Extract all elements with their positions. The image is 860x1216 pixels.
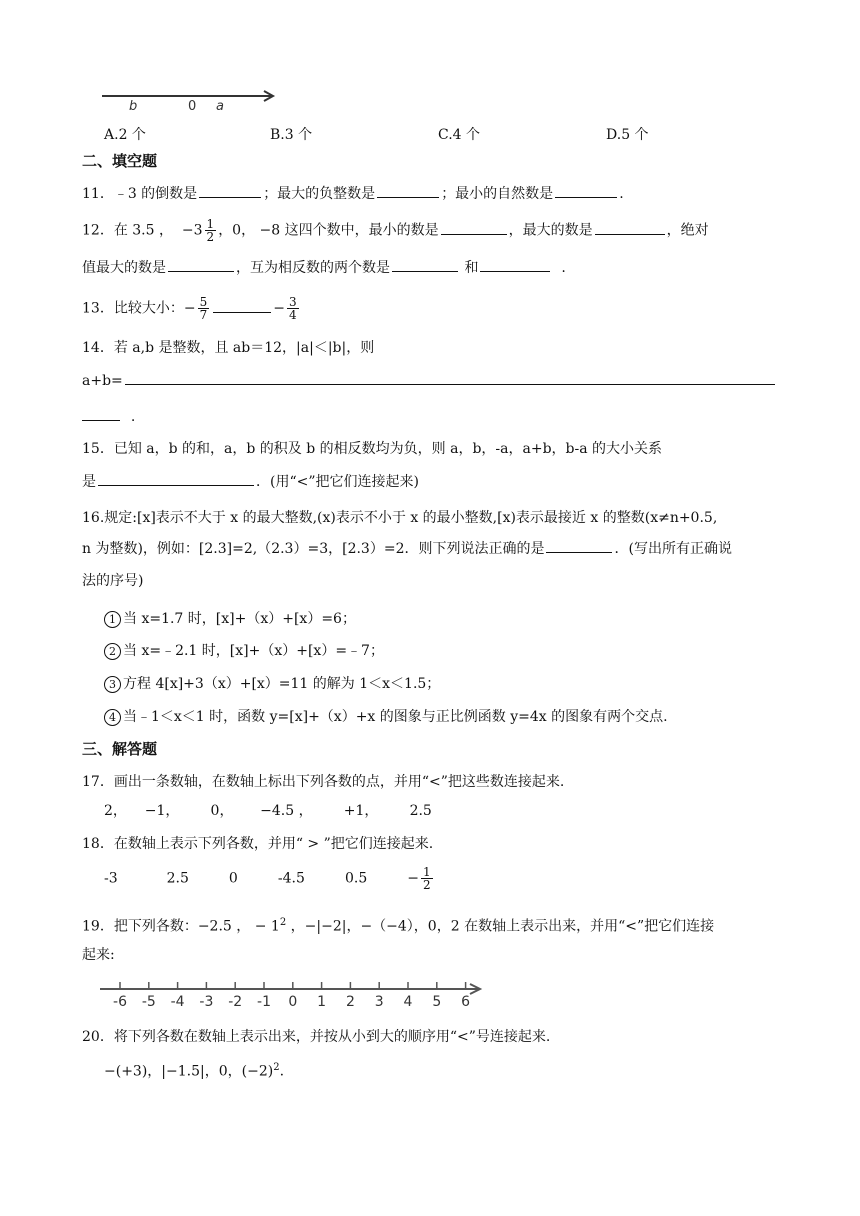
answer-blank[interactable] xyxy=(392,257,458,272)
question-14-line-3 xyxy=(82,406,135,428)
question-19-line-2: 起来: xyxy=(82,947,115,963)
circled-number: 3 xyxy=(104,676,121,693)
number-item: -4.5 xyxy=(277,870,305,887)
question-text: . xyxy=(619,186,624,202)
question-text: ，0， −8 这四个数中，最小的数是 xyxy=(218,222,439,239)
option-letter: A. xyxy=(104,127,119,143)
question-text: ，最大的数是 xyxy=(508,222,593,239)
denominator: 2 xyxy=(206,230,215,244)
fraction xyxy=(205,218,217,243)
axis-tick-label: -6 xyxy=(113,994,127,1010)
axis-tick-label: -2 xyxy=(228,994,243,1010)
option-letter: B. xyxy=(270,127,285,143)
question-text: ，绝对 xyxy=(666,222,709,239)
power-exponent: 2 xyxy=(273,1062,280,1073)
mixed-number-whole: −3 xyxy=(181,222,203,239)
axis-tick-label: 1 xyxy=(317,994,327,1010)
question-text: ；最小的自然数是 xyxy=(441,186,554,202)
section-heading-answer: 三、解答题 xyxy=(82,740,158,758)
question-text: −(+3)，|−1.5|，0，(−2) xyxy=(104,1063,274,1080)
question-15-line-1 xyxy=(82,438,662,460)
option-letter: C. xyxy=(438,127,453,143)
axis-label-b: b xyxy=(129,99,138,114)
question-16-line-1: 16.规定:[x]表示不大于 x 的最大整数,(x)表示不小于 x 的最小整数,[x)表示最接近 x 的整数(x≠n+0.5, xyxy=(82,510,718,526)
answer-blank[interactable] xyxy=(98,471,254,486)
circled-number: 1 xyxy=(104,611,121,628)
axis-tick-label: -3 xyxy=(199,994,214,1010)
minus-sign: − xyxy=(407,870,420,887)
question-20: 20．将下列各数在数轴上表示出来，并按从小到大的顺序用“<”号连接起来. xyxy=(82,1029,551,1045)
question-text: . xyxy=(561,260,566,276)
answer-blank[interactable] xyxy=(377,183,439,198)
axis-tick-label: -4 xyxy=(170,994,185,1010)
statement-4 xyxy=(104,706,668,728)
question-text: 已知 a，b 的和，a，b 的积及 b 的相反数均为负，则 a，b，-a，a+b，b-a 的大小关系 xyxy=(113,441,663,457)
question-text: 和 xyxy=(464,260,479,276)
number-item: +1， xyxy=(343,803,379,819)
axis-tick-label: -1 xyxy=(257,994,271,1010)
statement-text: 方程 4[x]+3（x）+[x）=11 的解为 1＜x＜1.5； xyxy=(123,676,441,692)
question-text: 值最大的数是 xyxy=(82,260,166,276)
question-text: ．(用“<”把它们连接起来) xyxy=(256,474,419,490)
fraction xyxy=(198,296,210,321)
statement-text: 当﹣1＜x＜1 时，函数 y=[x]+（x）+x 的图象与正比例函数 y=4x 的图象有两个交点. xyxy=(123,709,668,725)
answer-blank[interactable] xyxy=(125,370,775,385)
numerator: 1 xyxy=(206,217,215,231)
question-15-line-2 xyxy=(82,471,419,493)
question-12-line-2 xyxy=(82,257,566,279)
option-d xyxy=(606,124,649,144)
statement-2 xyxy=(104,640,384,662)
numerator: 3 xyxy=(288,295,297,309)
statement-1 xyxy=(104,608,356,630)
number-item: 2.5 xyxy=(166,870,189,887)
option-text: 4 个 xyxy=(452,127,481,143)
power-exponent: 2 xyxy=(279,917,287,928)
axis-tick-label: 3 xyxy=(374,994,384,1010)
option-text: 2 个 xyxy=(118,127,146,143)
axis-tick-label: 5 xyxy=(432,994,442,1010)
question-number: 13． xyxy=(82,300,114,317)
question-number: 14． xyxy=(82,340,114,356)
axis-tick-label: -5 xyxy=(141,994,156,1010)
question-text: . xyxy=(130,409,136,425)
question-number: 12． xyxy=(82,222,114,239)
question-14-line-2 xyxy=(82,370,777,392)
minus-sign: − xyxy=(183,300,196,317)
axis-label-zero: 0 xyxy=(188,99,197,114)
answer-blank[interactable] xyxy=(595,220,665,235)
option-text: 5 个 xyxy=(621,127,649,143)
question-text: 若 a,b 是整数，且 ab＝12，|a|＜|b|，则 xyxy=(113,340,375,356)
question-text: ，−|−2|，−（−4），0，2 在数轴上表示出来，并用“<”把它们连接 xyxy=(290,918,715,935)
fraction xyxy=(421,866,433,891)
question-14-line-1 xyxy=(82,337,374,359)
power-base: − 1 xyxy=(254,918,280,935)
answer-blank[interactable] xyxy=(82,406,120,421)
answer-blank[interactable] xyxy=(168,257,234,272)
option-b xyxy=(270,124,312,144)
denominator: 2 xyxy=(423,878,431,892)
number-item: 0， xyxy=(210,803,234,819)
denominator: 7 xyxy=(199,308,208,322)
question-11 xyxy=(82,183,624,205)
number-item: -3 xyxy=(104,870,118,887)
option-a xyxy=(104,124,146,144)
axis-tick-label: 4 xyxy=(403,994,413,1010)
question-text: ﹣3 的倒数是 xyxy=(113,186,198,202)
denominator: 4 xyxy=(288,308,297,322)
statement-3 xyxy=(104,673,440,695)
circled-number: 4 xyxy=(104,709,121,726)
question-text: 在 3.5 ， xyxy=(113,222,173,239)
option-text: 3 个 xyxy=(284,127,313,143)
minus-sign: − xyxy=(273,300,285,317)
numerator: 5 xyxy=(199,295,208,309)
axis-tick-label: 2 xyxy=(345,994,355,1010)
question-text: 比较大小： xyxy=(113,300,184,317)
axis-tick-label: 0 xyxy=(288,994,298,1010)
answer-blank[interactable] xyxy=(213,298,271,313)
axis-tick-label: 6 xyxy=(461,994,471,1010)
question-text: ．(写出所有正确说 xyxy=(614,541,732,557)
option-letter: D. xyxy=(606,127,622,143)
question-17-numbers xyxy=(104,800,432,822)
number-item: 2.5 xyxy=(409,803,432,819)
number-item: −1， xyxy=(144,803,180,819)
question-18-numbers xyxy=(104,866,435,891)
question-13 xyxy=(82,296,301,321)
question-12-line-1 xyxy=(82,218,709,243)
question-text: n 为整数)，例如：[2.3]=2,（2.3）=3，[2.3）=2．则下列说法正确的是 xyxy=(82,541,545,557)
answer-blank[interactable] xyxy=(199,183,261,198)
question-text: a+b= xyxy=(82,373,123,389)
question-19-line-1 xyxy=(82,912,714,938)
answer-blank[interactable] xyxy=(546,538,612,553)
circled-number: 2 xyxy=(104,643,121,660)
number-item: 0 xyxy=(228,870,238,887)
question-text: ；最大的负整数是 xyxy=(263,186,376,202)
question-number: 15． xyxy=(82,441,114,457)
number-item: −4.5 ， xyxy=(260,803,313,819)
top-number-line xyxy=(96,84,286,114)
number-item: 0.5 xyxy=(344,870,368,887)
question-16-line-2 xyxy=(82,538,732,560)
question-text: 是 xyxy=(82,474,96,490)
statement-text: 当 x=1.7 时，[x]+（x）+[x）=6； xyxy=(123,611,356,627)
question-17: 17．画出一条数轴，在数轴上标出下列各数的点，并用“<”把这些数连接起来. xyxy=(82,774,565,790)
axis-label-a: a xyxy=(216,99,224,114)
question-text: 19．把下列各数：−2.5 ， xyxy=(82,918,251,935)
number-item: 2， xyxy=(104,803,127,819)
question-number: 11． xyxy=(82,186,114,202)
number-line-q19 xyxy=(98,978,488,1012)
question-text: . xyxy=(279,1063,285,1080)
answer-blank[interactable] xyxy=(441,220,507,235)
question-18: 18．在数轴上表示下列各数，并用“ > ”把它们连接起来. xyxy=(82,836,434,852)
statement-text: 当 x=﹣2.1 时，[x]+（x）+[x）=﹣7； xyxy=(123,643,384,659)
numerator: 1 xyxy=(423,865,431,879)
fraction xyxy=(287,296,299,321)
question-text: ，互为相反数的两个数是 xyxy=(236,260,390,276)
option-c xyxy=(438,124,480,144)
answer-blank[interactable] xyxy=(480,257,550,272)
question-20-numbers xyxy=(104,1057,284,1083)
answer-blank[interactable] xyxy=(555,183,617,198)
section-heading-fill: 二、填空题 xyxy=(82,152,158,170)
question-16-line-3: 法的序号) xyxy=(82,573,144,589)
